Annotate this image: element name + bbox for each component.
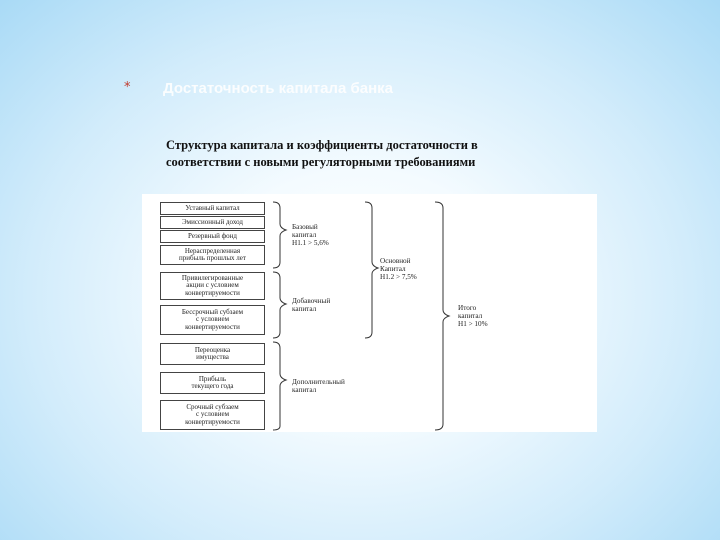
item-line: Нераспределенная bbox=[184, 246, 241, 255]
item-line: Переоценка bbox=[194, 345, 231, 354]
bracket-supplementary bbox=[273, 342, 286, 430]
capital-structure-diagram bbox=[142, 194, 597, 432]
item-line: Резервный фонд bbox=[188, 231, 237, 240]
item-line: конвертируемости bbox=[185, 322, 240, 331]
group-label-line: Дополнительный bbox=[292, 378, 345, 386]
slide-title: Достаточность капитала банка bbox=[163, 80, 393, 97]
item-line: Эмиссионный доход bbox=[182, 217, 243, 226]
item-line: конвертируемости bbox=[185, 417, 240, 426]
item-line: прибыль прошлых лет bbox=[179, 254, 246, 262]
item-box-preferred-shares bbox=[160, 272, 265, 300]
group-label-line: капитал bbox=[458, 312, 483, 320]
bracket-additional bbox=[273, 272, 286, 338]
item-box-retained-earnings bbox=[160, 245, 265, 265]
item-line: Бессрочный субзаем bbox=[181, 307, 244, 316]
group-label-line: капитал bbox=[292, 231, 317, 239]
bracket-base bbox=[273, 202, 286, 268]
subtitle-line-1: Структура капитала и коэффициенты достаточности в bbox=[166, 138, 478, 152]
item-line: Уставный капитал bbox=[185, 203, 240, 212]
group-label-line: капитал bbox=[292, 305, 317, 313]
item-box-share-premium bbox=[160, 216, 265, 229]
subtitle-line-2: соответствии с новыми регуляторными требованиями bbox=[166, 155, 476, 169]
item-line: с условием bbox=[195, 315, 230, 324]
group-label-additional-capital bbox=[292, 297, 330, 313]
item-line: с условием bbox=[195, 410, 230, 419]
group-label-line: Капитал bbox=[380, 265, 406, 273]
item-box-revaluation bbox=[160, 343, 265, 365]
item-line: текущего года bbox=[191, 382, 234, 390]
group-label-base-capital bbox=[292, 223, 329, 247]
bracket-core bbox=[365, 202, 378, 338]
item-line: акции с условием bbox=[186, 281, 239, 290]
group-label-supplementary-capital bbox=[292, 378, 345, 394]
group-label-line: Добавочный bbox=[292, 297, 331, 305]
item-box-perpetual-subloan bbox=[160, 305, 265, 335]
bullet-icon: * bbox=[124, 80, 131, 95]
item-line: Привилегированные bbox=[181, 273, 244, 282]
item-box-term-subloan bbox=[160, 400, 265, 430]
group-label-line: Основной bbox=[380, 257, 411, 265]
group-label-line: Н1.1 > 5,6% bbox=[292, 239, 329, 247]
group-label-line: Н1.2 > 7,5% bbox=[380, 273, 417, 281]
item-box-charter-capital bbox=[160, 202, 265, 215]
bracket-total bbox=[435, 202, 449, 430]
item-line: Срочный субзаем bbox=[186, 402, 239, 411]
group-label-line: Базовый bbox=[292, 223, 318, 231]
group-label-line: Н1 > 10% bbox=[458, 320, 488, 328]
group-label-line: капитал bbox=[292, 386, 317, 394]
group-label-line: Итого bbox=[458, 304, 477, 312]
item-line: имущества bbox=[196, 353, 229, 361]
slide-subtitle bbox=[166, 137, 566, 171]
item-box-reserve-fund bbox=[160, 230, 265, 243]
item-line: конвертируемости bbox=[185, 288, 240, 297]
group-label-core-capital bbox=[380, 257, 417, 281]
item-box-current-profit bbox=[160, 372, 265, 394]
item-line: Прибыль bbox=[198, 374, 227, 383]
group-label-total-capital bbox=[458, 304, 488, 328]
